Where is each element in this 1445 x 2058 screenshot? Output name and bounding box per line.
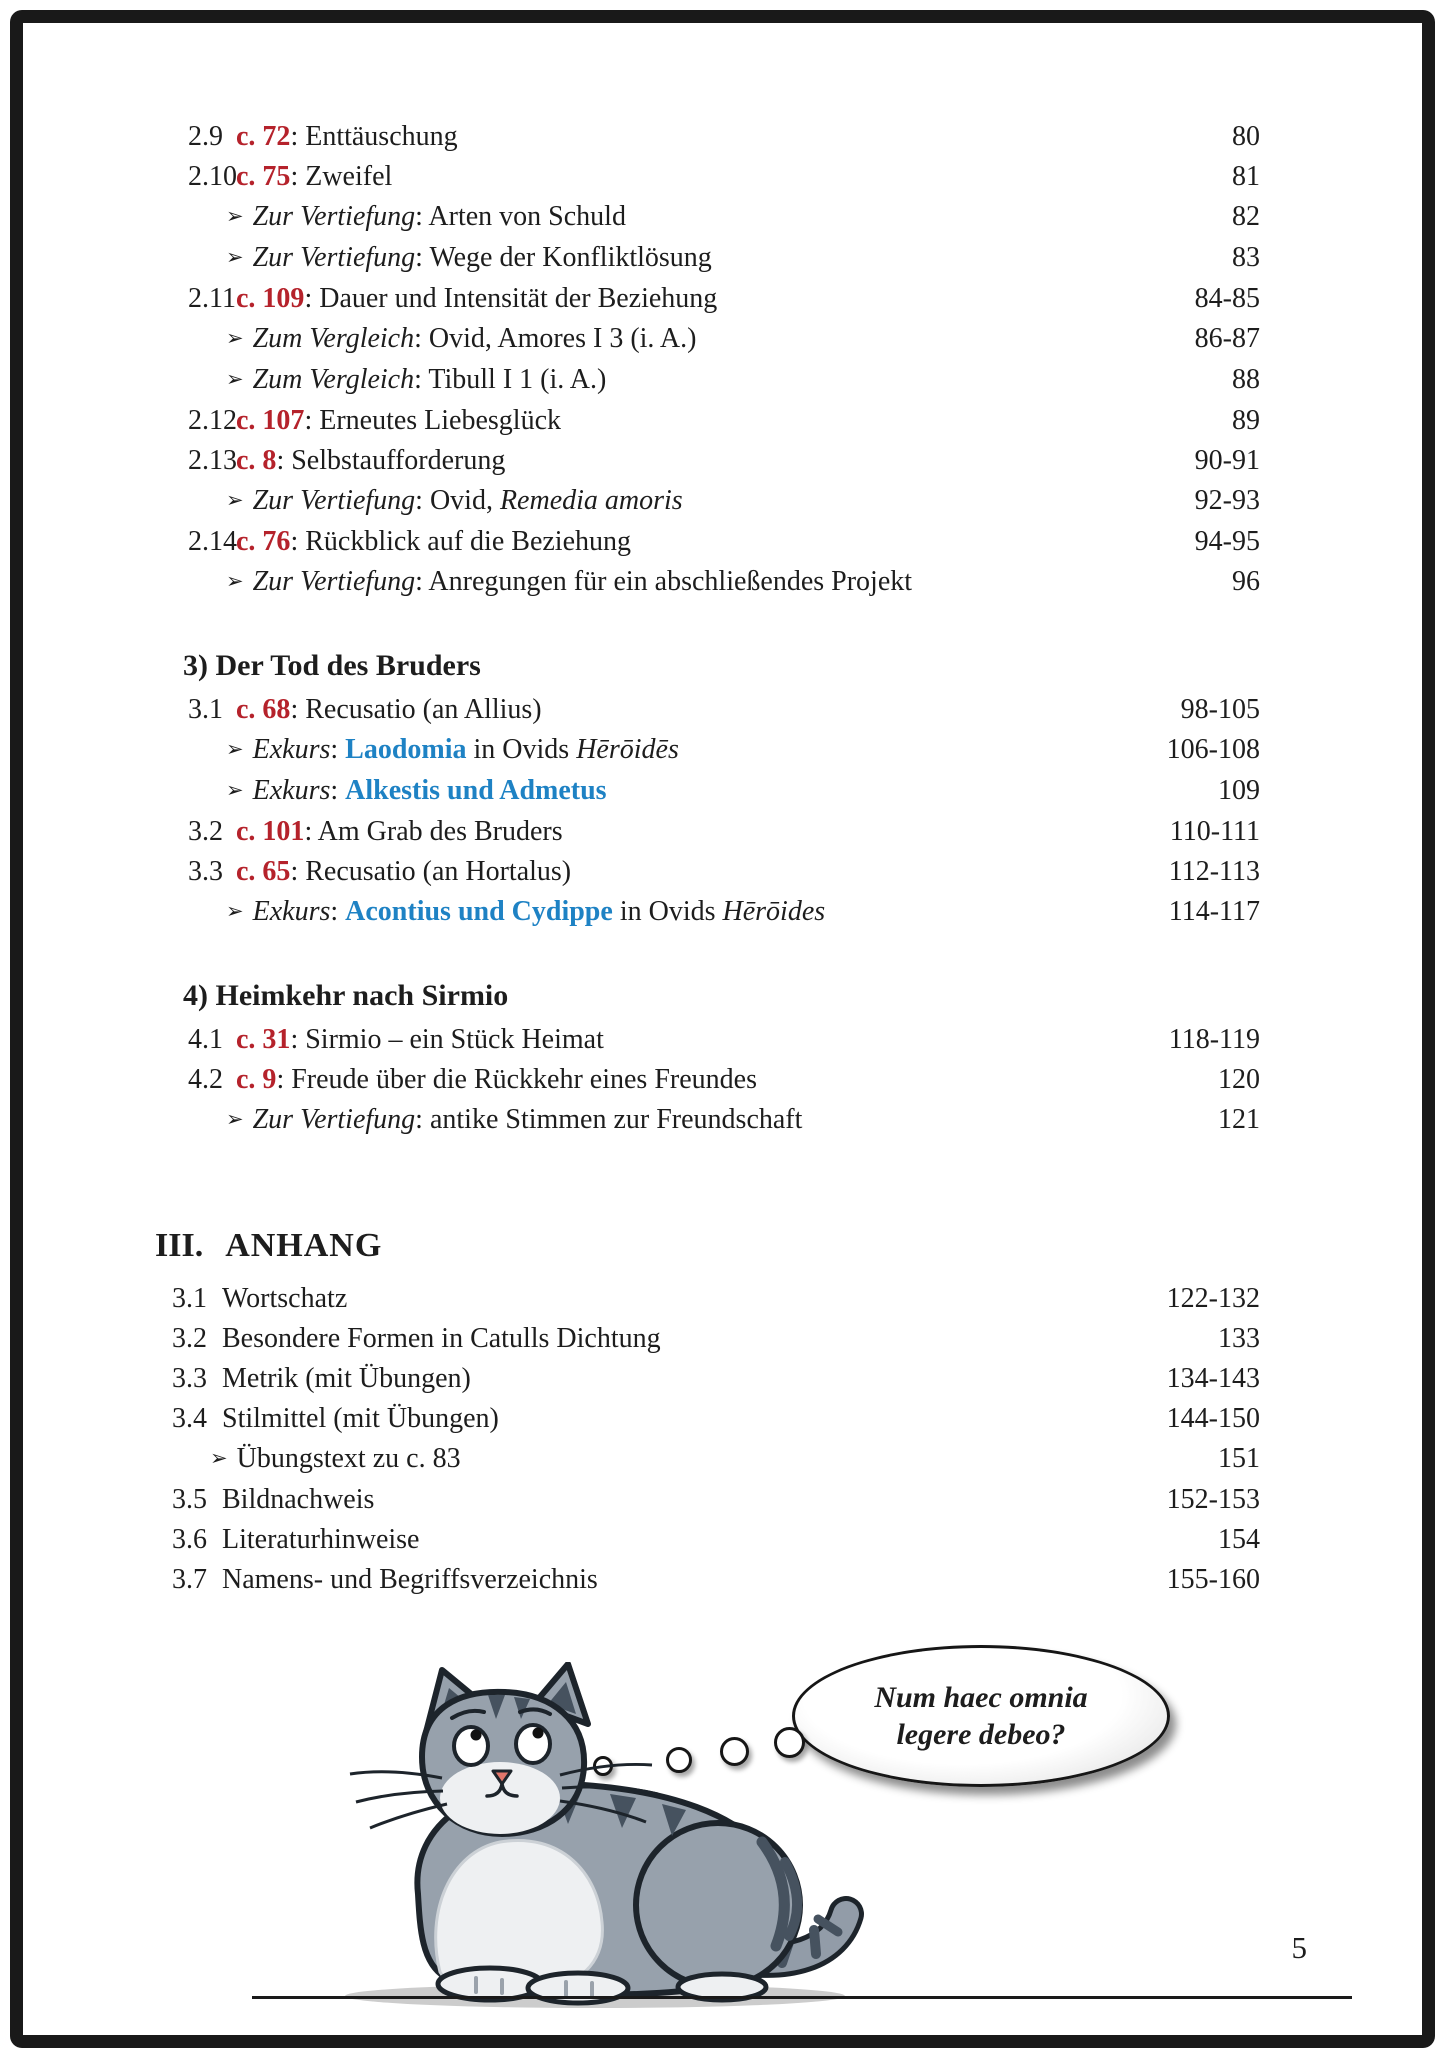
toc-row (188, 481, 1260, 522)
toc-number: 2.9 (188, 121, 223, 152)
toc-number: 4.2 (188, 1064, 223, 1095)
cat-illustration (330, 1662, 870, 2012)
toc (155, 117, 1260, 1600)
appendix-rows (172, 1279, 1260, 1600)
toc-row-text (172, 1439, 461, 1480)
toc-pages: 120 (1218, 1064, 1260, 1095)
toc-number: 3.3 (172, 1363, 207, 1394)
toc-text-segment: Namens- und Begriffsverzeichnis (222, 1564, 598, 1595)
toc-text-segment: Zur Vertiefung (252, 566, 416, 597)
toc-text-segment: c. 68 (236, 694, 291, 725)
toc-text-segment: Zur Vertiefung (252, 242, 416, 273)
toc-text-segment: Hērōidēs (576, 734, 679, 765)
toc-row (188, 117, 1260, 157)
toc-row-text (188, 117, 458, 157)
thought-bubble-line2: legere debeo? (896, 1718, 1066, 1751)
toc-row (172, 1520, 1260, 1560)
toc-text-segment: : Rückblick auf die Beziehung (290, 526, 632, 557)
toc-row (188, 812, 1260, 852)
toc-row (188, 1100, 1260, 1141)
toc-text-segment: Exkurs (252, 775, 331, 806)
toc-number: 3.1 (172, 1283, 207, 1314)
toc-text-segment: Besondere Formen in Catulls Dichtung (222, 1323, 661, 1354)
toc-text-segment: : Freude über die Rückkehr eines Freundes (276, 1064, 757, 1095)
arrow-icon: ➢ (210, 1446, 228, 1470)
toc-number: 4.1 (188, 1024, 223, 1055)
toc-pages: 81 (1232, 161, 1260, 192)
toc-row (188, 319, 1260, 360)
toc-number: 3.3 (188, 856, 223, 887)
toc-number: 3.5 (172, 1484, 207, 1515)
toc-pages: 80 (1232, 121, 1260, 152)
toc-text-segment: Zum Vergleich (252, 323, 415, 354)
toc-text-segment: Stilmittel (mit Übungen) (222, 1403, 499, 1434)
toc-text-segment: : Wege der Konfliktlösung (415, 242, 712, 273)
appendix-numeral: III. (155, 1227, 204, 1264)
toc-text-segment: : Arten von Schuld (415, 201, 626, 232)
toc-text-segment: Exkurs (252, 734, 331, 765)
toc-text-segment: : (330, 775, 346, 806)
toc-text-segment: c. 65 (236, 856, 291, 887)
toc-pages: 106-108 (1166, 734, 1260, 765)
toc-pages: 110-111 (1169, 816, 1260, 847)
toc-text-segment: Alkestis und Admetus (345, 775, 607, 806)
toc-text-segment: : Anregungen für ein abschließendes Projekt (415, 566, 913, 597)
toc-text-segment: c. 9 (236, 1064, 277, 1095)
toc-text-segment: : Recusatio (an Allius) (290, 694, 542, 725)
toc-text-segment: c. 107 (236, 405, 305, 436)
arrow-icon: ➢ (226, 204, 244, 228)
toc-text-segment: Hērōides (722, 896, 826, 927)
toc-row (188, 1060, 1260, 1100)
arrow-icon: ➢ (226, 1107, 244, 1131)
toc-pages: 86-87 (1194, 323, 1260, 354)
toc-pages: 83 (1232, 242, 1260, 273)
toc-number: 2.13 (188, 445, 237, 476)
toc-number: 3.6 (172, 1524, 207, 1555)
toc-pages: 94-95 (1194, 526, 1260, 557)
toc-row-text (188, 360, 606, 401)
toc-text-segment: Zur Vertiefung (252, 485, 416, 516)
toc-row (188, 562, 1260, 603)
toc-row-text (188, 562, 912, 603)
toc-row (188, 892, 1260, 933)
thought-bubble-line1: Num haec omnia (874, 1681, 1088, 1714)
toc-row (172, 1399, 1260, 1439)
toc-row (188, 730, 1260, 771)
toc-number: 2.11 (188, 283, 236, 314)
toc-text-segment: : Selbstaufforderung (276, 445, 506, 476)
toc-text-segment: c. 109 (236, 283, 305, 314)
toc-number: 2.14 (188, 526, 237, 557)
toc-text-segment: : (330, 734, 346, 765)
toc-pages: 121 (1218, 1104, 1260, 1135)
toc-row-text (172, 1359, 471, 1399)
toc-text-segment: Literaturhinweise (222, 1524, 420, 1555)
arrow-icon: ➢ (226, 326, 244, 350)
toc-text-segment: Metrik (mit Übungen) (222, 1363, 471, 1394)
toc-text-segment: Zum Vergleich (252, 364, 415, 395)
toc-pages: 155-160 (1166, 1564, 1260, 1595)
toc-row-text (188, 441, 505, 481)
toc-row (188, 852, 1260, 892)
toc-pages: 84-85 (1194, 283, 1260, 314)
toc-pages: 92-93 (1194, 485, 1260, 516)
section-header: 4) Heimkehr nach Sirmio (183, 979, 509, 1012)
toc-pages: 89 (1232, 405, 1260, 436)
toc-row (188, 360, 1260, 401)
toc-text-segment: : Ovid, (415, 485, 500, 516)
toc-text-segment: Remedia amoris (499, 485, 683, 516)
toc-pages: 151 (1218, 1443, 1260, 1474)
toc-text-segment: : Tibull I 1 (i. A.) (414, 364, 607, 395)
toc-row-text (188, 522, 631, 562)
toc-row-text (188, 1100, 802, 1141)
toc-row-text (188, 481, 683, 522)
appendix-title: ANHANG (225, 1227, 383, 1264)
arrow-icon: ➢ (226, 569, 244, 593)
toc-text-segment: c. 101 (236, 816, 305, 847)
toc-row-text (188, 238, 712, 279)
toc-pages: 152-153 (1166, 1484, 1260, 1515)
toc-text-segment: c. 8 (236, 445, 277, 476)
toc-number: 3.2 (172, 1323, 207, 1354)
toc-row-text (188, 852, 571, 892)
toc-number: 2.12 (188, 405, 237, 436)
toc-text-segment: in Ovids (612, 896, 723, 927)
toc-text-segment: Zur Vertiefung (252, 1104, 416, 1135)
toc-row-text (188, 1060, 757, 1100)
toc-text-segment: Acontius und Cydippe (345, 896, 613, 927)
toc-pages: 144-150 (1166, 1403, 1260, 1434)
toc-row (172, 1480, 1260, 1520)
toc-text-segment: in Ovids (466, 734, 577, 765)
toc-text-segment: Exkurs (252, 896, 331, 927)
toc-text-segment: Wortschatz (222, 1283, 348, 1314)
toc-number: 3.2 (188, 816, 223, 847)
arrow-icon: ➢ (226, 737, 244, 761)
toc-row-text (188, 730, 679, 771)
toc-row (188, 157, 1260, 197)
toc-number: 3.4 (172, 1403, 207, 1434)
footer-rule (252, 1996, 1352, 1999)
toc-row (188, 279, 1260, 319)
toc-row-text (172, 1560, 598, 1600)
toc-row (188, 401, 1260, 441)
toc-row-text (188, 1020, 604, 1060)
toc-row (172, 1359, 1260, 1399)
toc-number: 3.7 (172, 1564, 207, 1595)
toc-row (188, 771, 1260, 812)
toc-text-segment: Zur Vertiefung (252, 201, 416, 232)
arrow-icon: ➢ (226, 899, 244, 923)
toc-number: 2.10 (188, 161, 237, 192)
toc-row-text (188, 157, 392, 197)
toc-text-segment: c. 75 (236, 161, 291, 192)
toc-text-segment: c. 72 (236, 121, 291, 152)
arrow-icon: ➢ (226, 367, 244, 391)
toc-row (188, 197, 1260, 238)
appendix-header (155, 1222, 1260, 1270)
toc-row (172, 1319, 1260, 1359)
toc-pages: 90-91 (1194, 445, 1260, 476)
toc-row-text (188, 892, 825, 933)
arrow-icon: ➢ (226, 778, 244, 802)
arrow-icon: ➢ (226, 488, 244, 512)
toc-pages: 122-132 (1166, 1283, 1260, 1314)
toc-text-segment: Übungstext zu c. 83 (236, 1443, 461, 1474)
toc-text-segment: c. 76 (236, 526, 291, 557)
toc-text-segment: : Erneutes Liebesglück (304, 405, 562, 436)
toc-pages: 98-105 (1180, 694, 1260, 725)
toc-text-segment: : Zweifel (290, 161, 393, 192)
toc-text-segment: : Dauer und Intensität der Beziehung (304, 283, 718, 314)
toc-row-text (188, 812, 563, 852)
toc-pages: 154 (1218, 1524, 1260, 1555)
toc-pages: 109 (1218, 775, 1260, 806)
toc-text-segment: : Sirmio – ein Stück Heimat (290, 1024, 604, 1055)
toc-row-text (188, 279, 717, 319)
toc-pages: 118-119 (1168, 1024, 1260, 1055)
page-number: 5 (1291, 1930, 1307, 1965)
toc-pages: 134-143 (1166, 1363, 1260, 1394)
toc-row-text (188, 319, 696, 360)
toc-pages: 114-117 (1168, 896, 1260, 927)
toc-row (188, 522, 1260, 562)
toc-row-text (172, 1399, 499, 1439)
toc-row-text (188, 197, 626, 238)
toc-row-text (172, 1279, 347, 1319)
toc-row (172, 1439, 1260, 1480)
toc-text-segment: : Ovid, Amores I 3 (i. A.) (414, 323, 697, 354)
toc-text-segment: : (330, 896, 346, 927)
toc-text-segment: : Enttäuschung (290, 121, 458, 152)
toc-row (188, 690, 1260, 730)
toc-pages: 82 (1232, 201, 1260, 232)
toc-row (188, 238, 1260, 279)
toc-text-segment: : Am Grab des Bruders (304, 816, 563, 847)
arrow-icon: ➢ (226, 245, 244, 269)
section-header: 3) Der Tod des Bruders (183, 649, 481, 682)
toc-row-text (172, 1520, 419, 1560)
toc-text-segment: : Recusatio (an Hortalus) (290, 856, 572, 887)
toc-pages: 112-113 (1168, 856, 1260, 887)
toc-row (188, 441, 1260, 481)
toc-row (188, 1020, 1260, 1060)
toc-row-text (172, 1480, 374, 1520)
toc-pages: 88 (1232, 364, 1260, 395)
toc-pages: 96 (1232, 566, 1260, 597)
toc-row-text (188, 401, 561, 441)
toc-text-segment: : antike Stimmen zur Freundschaft (415, 1104, 803, 1135)
toc-text-segment: c. 31 (236, 1024, 291, 1055)
toc-row (172, 1279, 1260, 1319)
toc-text-segment: Bildnachweis (222, 1484, 375, 1515)
toc-row-text (172, 1319, 661, 1359)
toc-row-text (188, 690, 542, 730)
toc-row-text (188, 771, 607, 812)
toc-row (172, 1560, 1260, 1600)
toc-pages: 133 (1218, 1323, 1260, 1354)
toc-number: 3.1 (188, 694, 223, 725)
toc-text-segment: Laodomia (345, 734, 467, 765)
